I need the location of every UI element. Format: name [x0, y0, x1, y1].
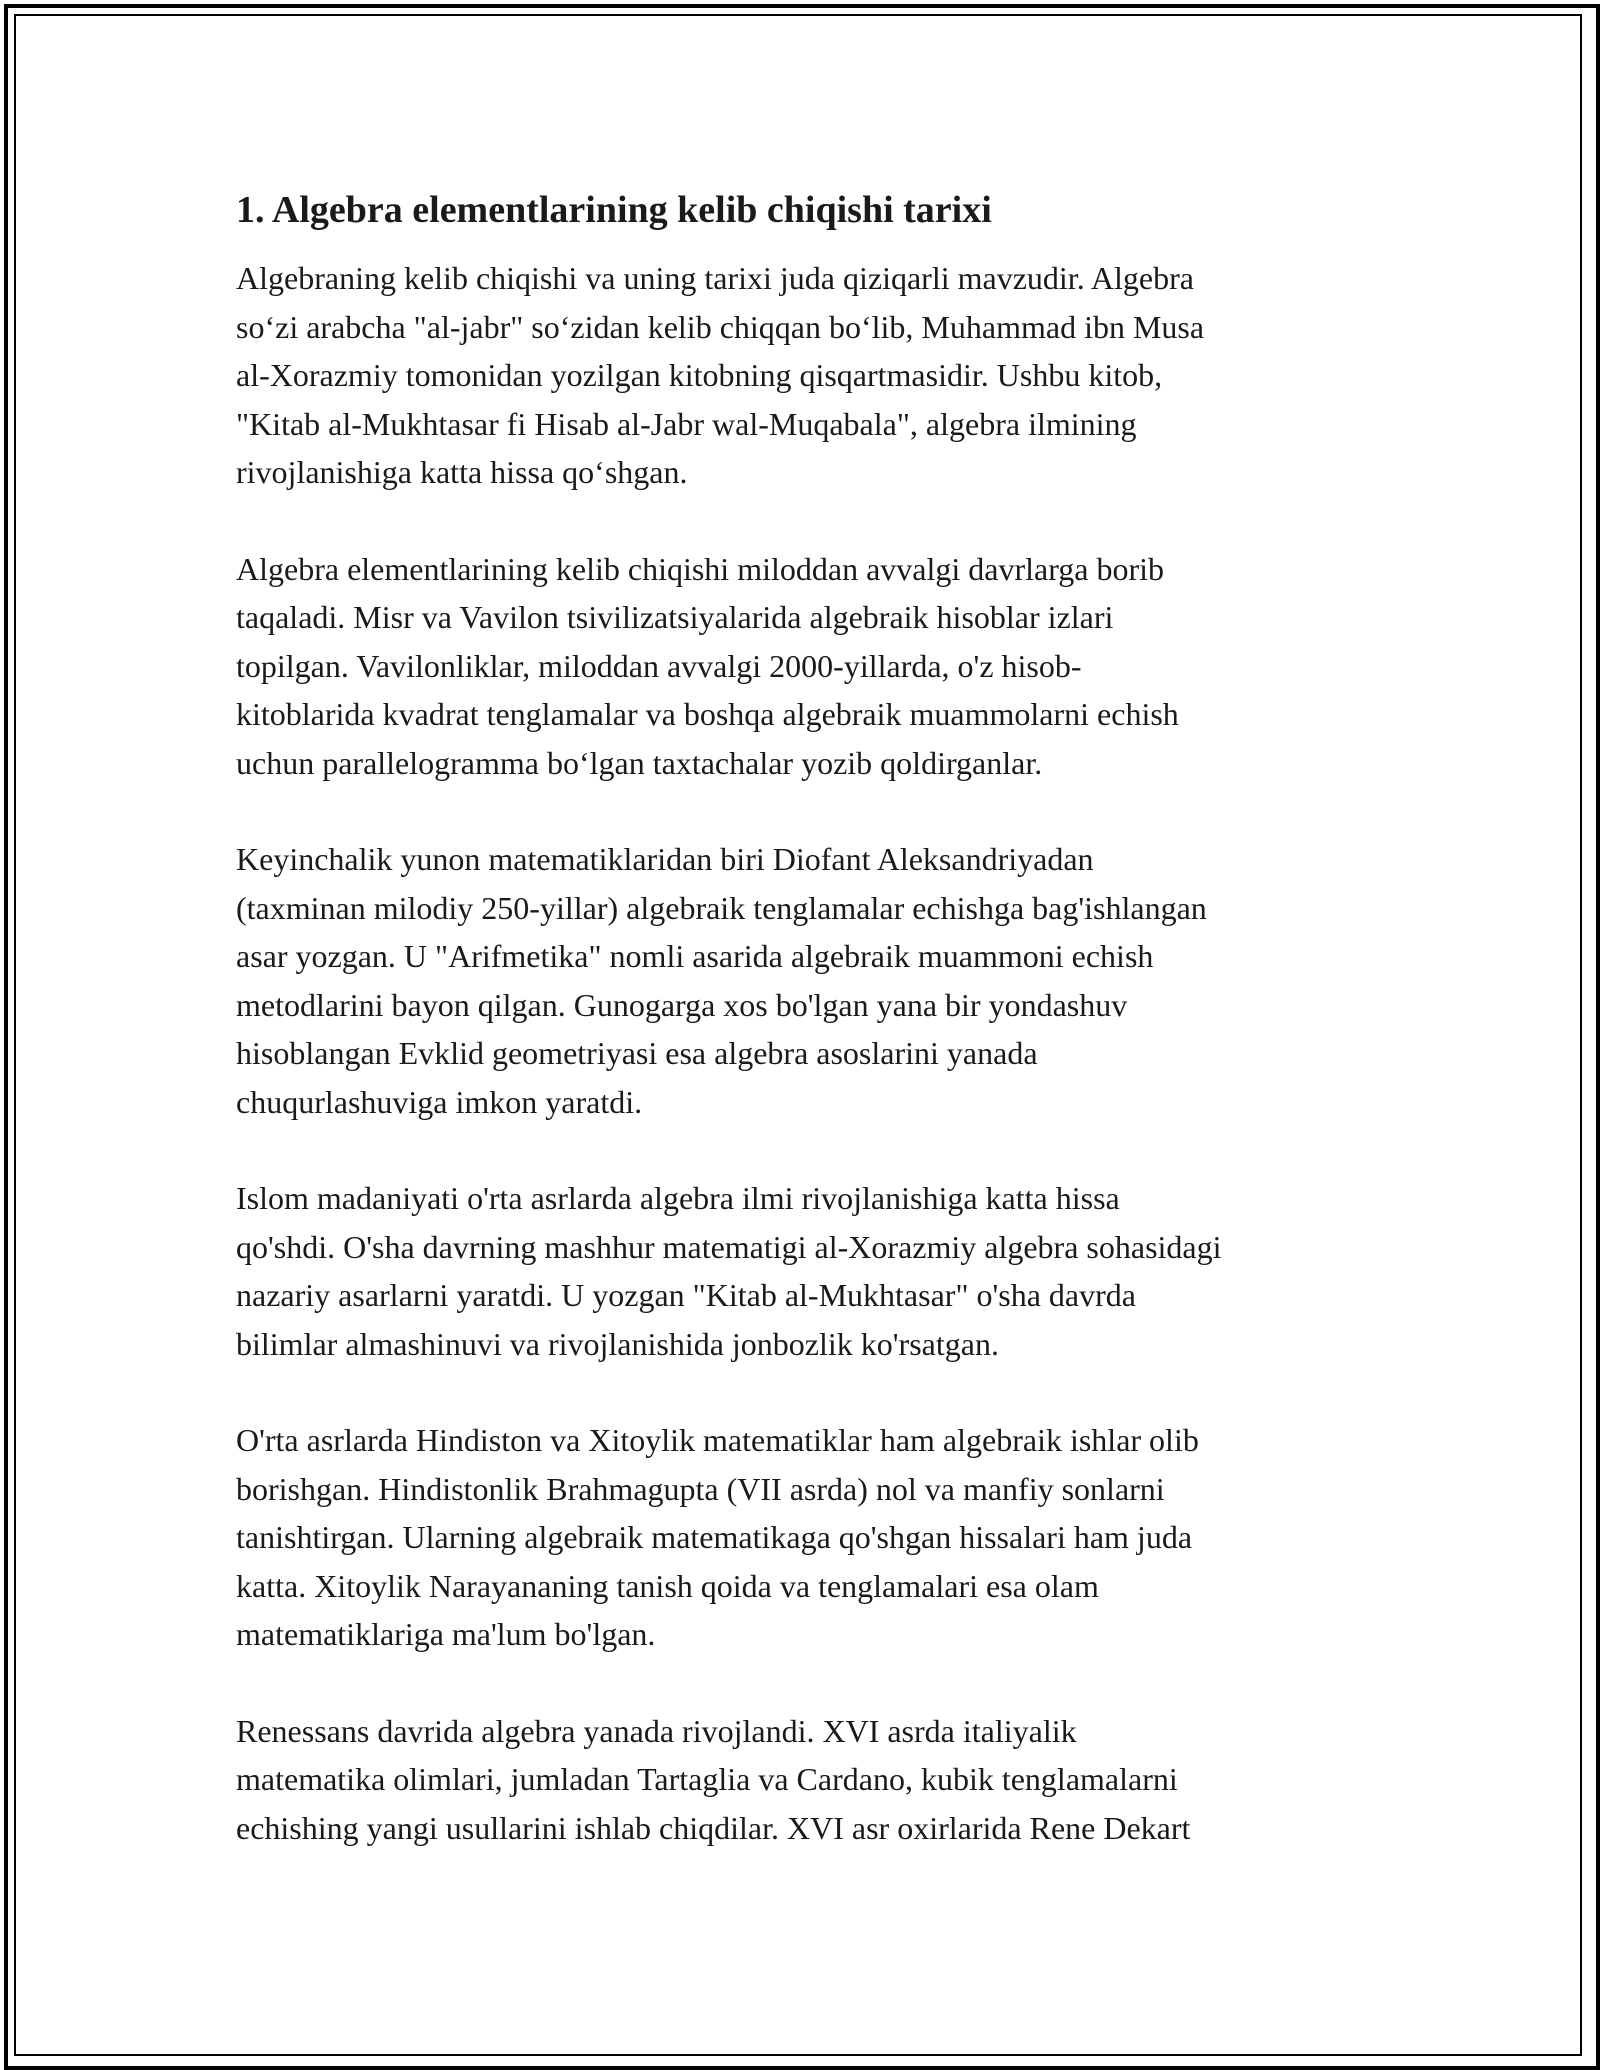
- paragraph-line: borishgan. Hindistonlik Brahmagupta (VII asrda) nol va manfiy sonlarni: [236, 1470, 1165, 1507]
- paragraph-line: "Kitab al-Mukhtasar fi Hisab al-Jabr wal-Muqabala", algebra ilmining: [236, 405, 1137, 442]
- paragraph-line: Keyinchalik yunon matematiklaridan biri Diofant Aleksandriyadan: [236, 841, 1094, 877]
- paragraph-line: taqaladi. Misr va Vavilon tsivilizatsiyalarida algebraik hisoblar izlari: [236, 599, 1114, 635]
- paragraph: [236, 1707, 1376, 1853]
- paragraph-line: nazariy asarlarni yaratdi. U yozgan "Kitab al-Mukhtasar" o'sha davrda: [236, 1277, 1136, 1313]
- document-title: 1. Algebra elementlarining kelib chiqishi tarixi: [236, 189, 992, 231]
- paragraph-line: topilgan. Vavilonliklar, miloddan avvalgi 2000-yillarda, o'z hisob-: [236, 647, 1082, 684]
- paragraph-line: rivojlanishiga katta hissa qo‘shgan.: [236, 454, 688, 490]
- paragraph-line: al-Xorazmiy tomonidan yozilgan kitobning qisqartmasidir. Ushbu kitob,: [236, 357, 1163, 393]
- paragraph-line: bilimlar almashinuvi va rivojlanishida jonbozlik ko'rsatgan.: [236, 1325, 999, 1362]
- paragraph: [236, 835, 1376, 1126]
- paragraph-line: kitoblarida kvadrat tenglamalar va boshqa algebraik muammolarni echish: [236, 696, 1179, 732]
- paragraph-line: Islom madaniyati o'rta asrlarda algebra ilmi rivojlanishiga katta hissa: [236, 1180, 1120, 1216]
- paragraph-line: Renessans davrida algebra yanada rivojlandi. XVI asrda italiyalik: [236, 1712, 1077, 1749]
- paragraph-line: hisoblangan Evklid geometriyasi esa algebra asoslarini yanada: [236, 1035, 1038, 1071]
- paragraph-line: asar yozgan. U "Arifmetika" nomli asarida algebraik muammoni echish: [236, 938, 1154, 974]
- paragraph-line: katta. Xitoylik Narayananing tanish qoida va tenglamalari esa olam: [236, 1567, 1099, 1604]
- paragraph: [236, 1174, 1376, 1368]
- paragraph-line: matematika olimlari, jumladan Tartaglia va Cardano, kubik tenglamalarni: [236, 1761, 1178, 1797]
- paragraph-line: uchun parallelogramma bo‘lgan taxtachalar yozib qoldirganlar.: [236, 744, 1043, 781]
- paragraph-line: matematiklariga ma'lum bo'lgan.: [236, 1616, 656, 1652]
- paragraph-list: [236, 254, 1376, 1852]
- paragraph-line: (taxminan milodiy 250-yillar) algebraik tenglamalar echishga bag'ishlangan: [236, 889, 1207, 926]
- paragraph-line: Algebra elementlarining kelib chiqishi miloddan avvalgi davrlarga borib: [236, 550, 1165, 587]
- paragraph: [236, 254, 1376, 497]
- paragraph-line: tanishtirgan. Ularning algebraik matematikaga qo'shgan hissalari ham juda: [236, 1519, 1193, 1555]
- paragraph: [236, 1416, 1376, 1659]
- paragraph-line: metodlarini bayon qilgan. Gunogarga xos bo'lgan yana bir yondashuv: [236, 986, 1128, 1023]
- paragraph-line: Algebraning kelib chiqishi va uning tarixi juda qiziqarli mavzudir. Algebra: [236, 260, 1194, 296]
- document-body: [236, 186, 1376, 1900]
- paragraph-line: O'rta asrlarda Hindiston va Xitoylik matematiklar ham algebraik ishlar olib: [236, 1422, 1199, 1458]
- paragraph-line: echishing yangi usullarini ishlab chiqdilar. XVI asr oxirlarida Rene Dekart: [236, 1809, 1191, 1846]
- paragraph-line: qo'shdi. O'sha davrning mashhur matematigi al-Xorazmiy algebra sohasidagi: [236, 1228, 1222, 1265]
- paragraph-line: chuqurlashuviga imkon yaratdi.: [236, 1083, 643, 1120]
- paragraph-line: so‘zi arabcha "al-jabr" so‘zidan kelib chiqqan bo‘lib, Muhammad ibn Musa: [236, 308, 1205, 345]
- paragraph: [236, 545, 1376, 788]
